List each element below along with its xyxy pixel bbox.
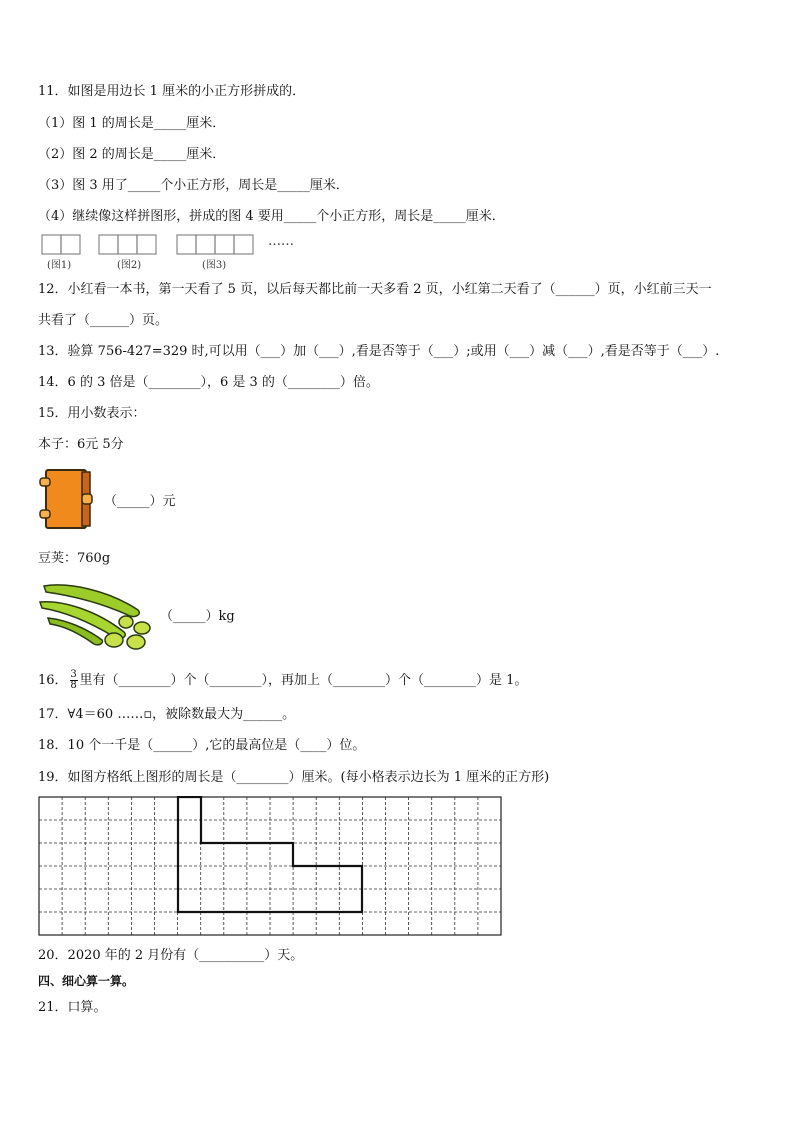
q20-text: 20．2020 年的 2 月份有（__________）天。	[38, 948, 304, 963]
bean-pods-image	[38, 578, 156, 654]
fig2-square	[99, 235, 118, 254]
fig1-square	[42, 235, 61, 254]
q15-book-label: 本子：6元 5分	[38, 437, 124, 452]
q19-grid-figure	[38, 796, 504, 938]
fig3-square	[196, 235, 215, 254]
q12-line2: 共看了（______）页。	[38, 313, 169, 328]
section-heading: 四、细心算一算。	[38, 974, 135, 988]
q16-number: 16．	[38, 673, 68, 688]
q13-text: 13．验算 756-427=329 时,可以用（___）加（___）,看是否等于（___）;或用（___）减（___）,看是否等于（___）.	[38, 344, 720, 359]
fig1-square	[61, 235, 80, 254]
fig2-square	[118, 235, 137, 254]
notebook-image	[38, 466, 94, 532]
fraction-numerator: 3	[70, 669, 77, 680]
q11-fig2-label: (图2)	[117, 260, 142, 271]
q11-ellipsis: ……	[268, 234, 294, 249]
q14-text: 14．6 的 3 倍是（________），6 是 3 的（________）倍。	[38, 375, 379, 390]
q15-stem: 15．用小数表示：	[38, 406, 146, 421]
q16-rest: 里有（________）个（________），再加上（________）个（________）是 1。	[79, 673, 528, 688]
q19-text: 19．如图方格纸上图形的周长是（________）厘米。(每小格表示边长为 1 厘米的正方形)	[38, 770, 550, 785]
q11-part4: （4）继续像这样拼图形，拼成的图 4 要用_____个小正方形，周长是_____厘米．	[38, 209, 505, 224]
q11-fig1-label: (图1)	[47, 260, 72, 271]
q15-book-answer: （_____）元	[104, 494, 176, 509]
q12-line1: 12．小红看一本书，第一天看了 5 页，以后每天都比前一天多看 2 页，小红第二天看了（______）页，小红前三天一	[38, 282, 712, 297]
q11-part1: （1）图 1 的周长是_____厘米．	[38, 116, 226, 131]
q18-text: 18．10 个一千是（______）,它的最高位是（____）位。	[38, 738, 366, 753]
q15-bean-label: 豆荚：760g	[38, 551, 111, 566]
fig3-square	[215, 235, 234, 254]
q11-fig3-label: (图3)	[202, 260, 227, 271]
q16-fraction	[70, 670, 78, 691]
q11-stem: 11．如图是用边长 1 厘米的小正方形拼成的．	[38, 84, 306, 99]
fig3-square	[234, 235, 253, 254]
fig3-square	[177, 235, 196, 254]
q17-text: 17．∀4＝60 ……▫，被除数最大为______。	[38, 707, 296, 722]
q16-line	[38, 670, 527, 692]
q11-part2: （2）图 2 的周长是_____厘米．	[38, 147, 226, 162]
q15-bean-answer: （_____）kg	[160, 609, 235, 624]
fig2-square	[137, 235, 156, 254]
q11-part3: （3）图 3 用了_____个小正方形，周长是_____厘米．	[38, 178, 349, 193]
fraction-denominator: 8	[70, 680, 77, 691]
q21-text: 21．口算。	[38, 1000, 107, 1015]
